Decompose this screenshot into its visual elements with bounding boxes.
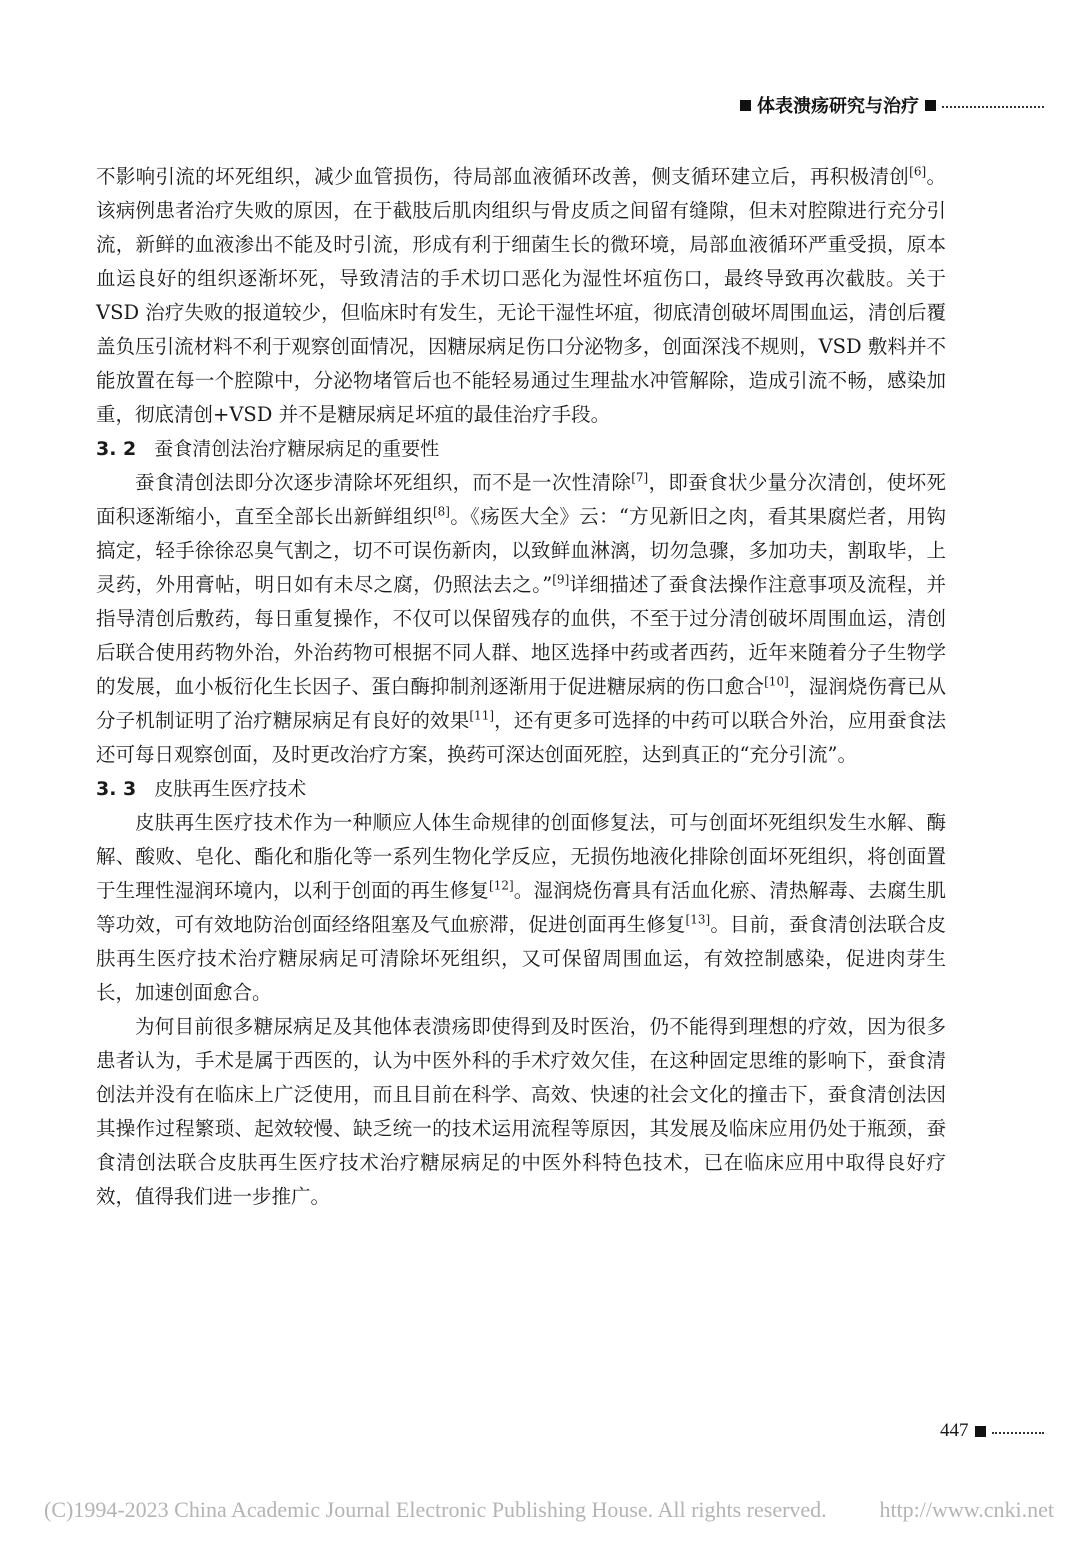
citation-ref: [8] xyxy=(432,504,450,519)
body-paragraph: 皮肤再生医疗技术作为一种顺应人体生命规律的创面修复法，可与创面坏死组织发生水解、酶解、酸败、皂化、酯化和脂化等一系列生物化学反应，无损伤地液化排除创面坏死组织，将创面置于生理性湿润环境内，以利于创面的再生修复[12]。湿润烧伤膏具有活血化瘀、清热解毒、去腐生肌等功效，可有效地防治创面经络阻塞及气血瘀滞，促进创面再生修复[13]。目前，蚕食清创法联合皮肤再生医疗技术治疗糖尿病足可清除坏死组织，又可保留周围血运，有效控制感染，促进肉芽生长，加速创面愈合。 xyxy=(96,811,946,1004)
page-number: 447 xyxy=(940,1420,969,1441)
section-title: 蚕食清创法治疗糖尿病足的重要性 xyxy=(154,438,440,460)
citation-ref: [7] xyxy=(631,470,649,485)
running-header xyxy=(740,92,1044,118)
citation-ref: [6] xyxy=(909,164,927,179)
section-heading xyxy=(96,432,946,466)
dotted-leader xyxy=(942,106,1044,108)
square-bullet-icon xyxy=(975,1426,986,1437)
dotted-leader xyxy=(992,1432,1045,1434)
section-number: 3. 3 xyxy=(96,778,137,800)
copyright-watermark xyxy=(44,1497,1054,1523)
page-footer xyxy=(940,1420,1044,1442)
citation-ref: [11] xyxy=(469,708,495,723)
body-paragraph: 蚕食清创法即分次逐步清除坏死组织，而不是一次性清除[7]，即蚕食状少量分次清创，使坏死面积逐渐缩小，直至全部长出新鲜组织[8]。《疡医大全》云：“方见新旧之肉，看其果腐烂者，用钩搞定，轻手徐徐忍臭气割之，切不可误伤新肉，以致鲜血淋漓，切勿急骤，多加功夫，割取毕，上灵药，外用膏帖，明日如有未尽之腐，仍照法去之。”[9]详细描述了蚕食法操作注意事项及流程，并指导清创后敷药，每日重复操作，不仅可以保留残存的血供，不至于过分清创破坏周围血运，清创后联合使用药物外治，外治药物可根据不同人群、地区选择中药或者西药，近年来随着分子生物学的发展，血小板衍化生长因子、蛋白酶抑制剂逐渐用于促进糖尿病的伤口愈合[10]，湿润烧伤膏已从分子机制证明了治疗糖尿病足有良好的效果[11]，还有更多可选择的中药可以联合外治，应用蚕食法还可每日观察创面，及时更改治疗方案，换药可深达创面死腔，达到真正的“充分引流”。 xyxy=(96,470,946,766)
section-title: 皮肤再生医疗技术 xyxy=(154,778,307,800)
section-heading xyxy=(96,772,946,806)
journal-section-title: 体表溃疡研究与治疗 xyxy=(757,96,919,117)
citation-ref: [13] xyxy=(685,912,711,927)
citation-ref: [9] xyxy=(552,572,570,587)
section-number: 3. 2 xyxy=(96,438,137,460)
body-paragraph: 不影响引流的坏死组织，减少血管损伤，待局部血液循环改善，侧支循环建立后，再积极清创[6]。该病例患者治疗失败的原因，在于截肢后肌肉组织与骨皮质之间留有缝隙，但未对腔隙进行充分引流，新鲜的血液渗出不能及时引流，形成有利于细菌生长的微环境，局部血液循环严重受损，原本血运良好的组织逐渐坏死，导致清洁的手术切口恶化为湿性坏疽伤口，最终导致再次截肢。关于 VSD 治疗失败的报道较少，但临床时有发生，无论干湿性坏疽，彻底清创破坏周围血运，清创后覆盖负压引流材料不利于观察创面情况，因糖尿病足伤口分泌物多，创面深浅不规则，VSD 敷料并不能放置在每一个腔隙中，分泌物堵管后也不能轻易通过生理盐水冲管解除，造成引流不畅，感染加重，彻底清创+VSD 并不是糖尿病足坏疽的最佳治疗手段。 xyxy=(96,164,946,426)
citation-ref: [12] xyxy=(489,878,514,893)
square-bullet-icon xyxy=(925,100,936,111)
cnki-link[interactable]: http://www.cnki.net xyxy=(879,1497,1054,1522)
copyright-text: (C)1994-2023 China Academic Journal Electronic Publishing House. All rights reserved. xyxy=(44,1497,827,1522)
square-bullet-icon xyxy=(740,100,751,111)
citation-ref: [10] xyxy=(764,674,789,689)
body-paragraph: 为何目前很多糖尿病足及其他体表溃疡即使得到及时医治，仍不能得到理想的疗效，因为很多患者认为，手术是属于西医的，认为中医外科的手术疗效欠佳，在这种固定思维的影响下，蚕食清创法并没有在临床上广泛使用，而且目前在科学、高效、快速的社会文化的撞击下，蚕食清创法因其操作过程繁琐、起效较慢、缺乏统一的技术运用流程等原因，其发展及临床应用仍处于瓶颈，蚕食清创法联合皮肤再生医疗技术治疗糖尿病足的中医外科特色技术，已在临床应用中取得良好疗效，值得我们进一步推广。 xyxy=(96,1015,946,1208)
article-body xyxy=(96,160,946,1214)
